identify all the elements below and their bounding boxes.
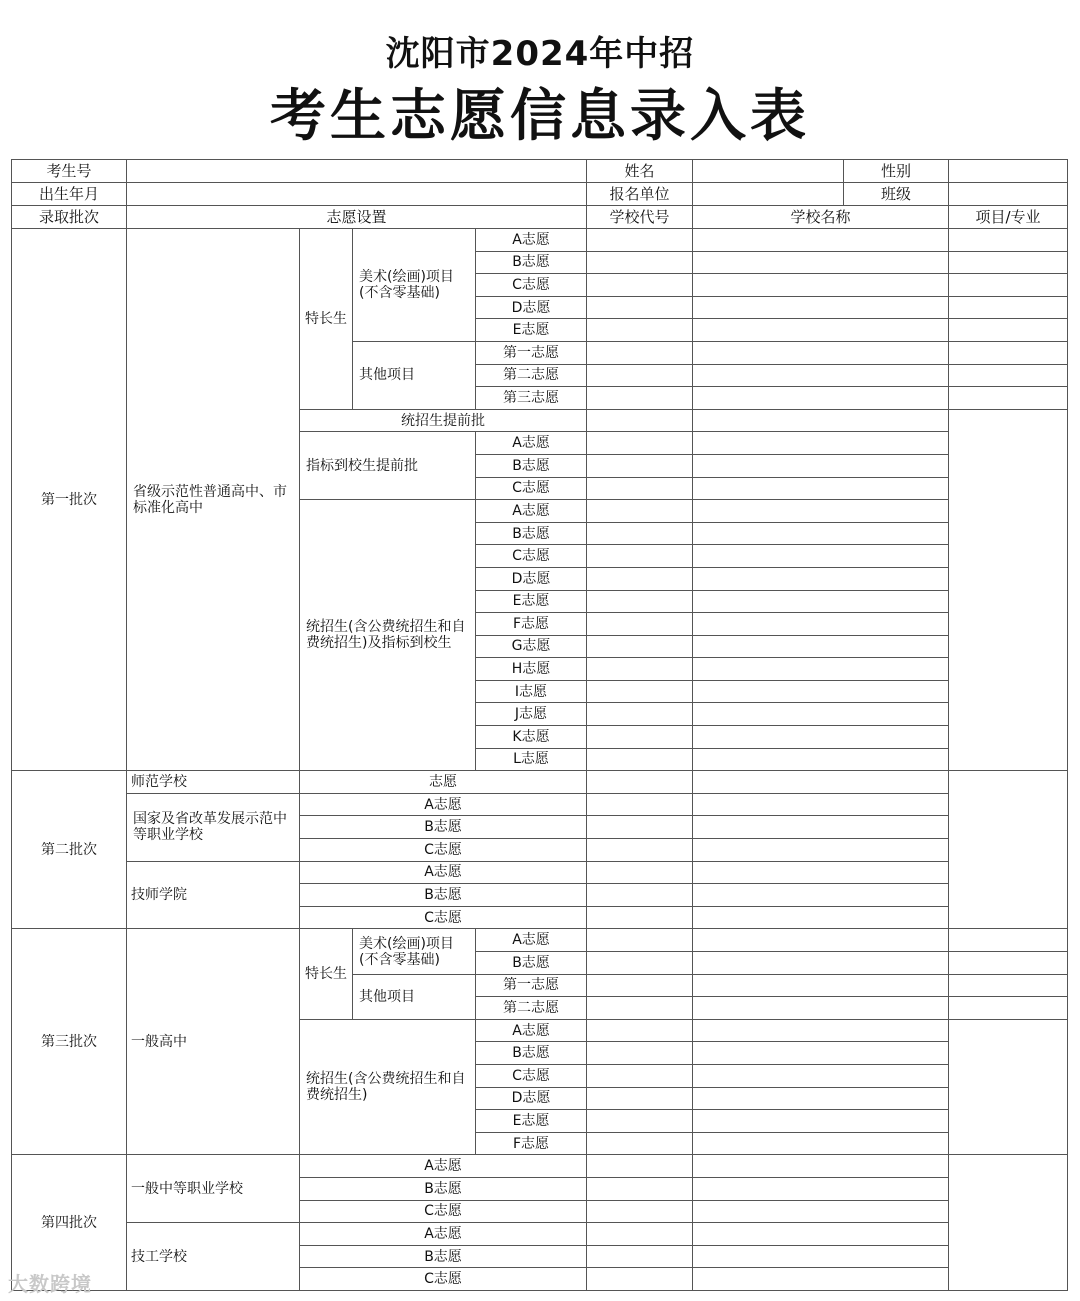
table-row: [12, 1155, 1068, 1178]
school-name-input[interactable]: [693, 1110, 949, 1133]
choice-label: C志愿: [476, 477, 587, 500]
school-name-input[interactable]: [693, 1200, 949, 1223]
school-code-input[interactable]: [587, 748, 693, 771]
choice-label: A志愿: [300, 1155, 587, 1178]
application-form-table: [11, 159, 1068, 1291]
school-code-input[interactable]: [587, 364, 693, 387]
form-body: [12, 229, 1068, 1291]
school-name-input[interactable]: [693, 997, 949, 1020]
choice-label: E志愿: [476, 590, 587, 613]
choice-label: 第一志愿: [476, 341, 587, 364]
title-line-1: 沈阳市2024年中招: [385, 34, 695, 74]
school-name-input[interactable]: [693, 974, 949, 997]
school-name-input[interactable]: [693, 1042, 949, 1065]
school-code-input[interactable]: [587, 726, 693, 749]
choice-label: L志愿: [476, 748, 587, 771]
settings-header: 志愿设置: [127, 206, 587, 229]
project-input[interactable]: [949, 251, 1068, 274]
school-name-input[interactable]: [693, 1087, 949, 1110]
batch-1-type: 省级示范性普通高中、市标准化高中: [127, 229, 300, 771]
batch-1-label: 第一批次: [12, 229, 127, 771]
school-name-input[interactable]: [693, 613, 949, 636]
choice-label: A志愿: [300, 861, 587, 884]
project-input[interactable]: [949, 929, 1068, 952]
project-input[interactable]: [949, 997, 1068, 1020]
school-code-input[interactable]: [587, 929, 693, 952]
project-input[interactable]: [949, 974, 1068, 997]
project-blank: [949, 771, 1068, 929]
project-input[interactable]: [949, 296, 1068, 319]
school-code-input[interactable]: [587, 1245, 693, 1268]
table-row: [12, 861, 1068, 884]
school-name-input[interactable]: [693, 884, 949, 907]
school-name-input[interactable]: [693, 771, 949, 794]
batch-2-normal-school: 师范学校: [127, 771, 300, 794]
school-code-input[interactable]: [587, 771, 693, 794]
school-name-input[interactable]: [693, 929, 949, 952]
table-row: [12, 229, 1068, 252]
choice-label: J志愿: [476, 703, 587, 726]
project-input[interactable]: [949, 229, 1068, 252]
school-name-input[interactable]: [693, 1268, 949, 1291]
choice-label: 第一志愿: [476, 974, 587, 997]
school-code-input[interactable]: [587, 567, 693, 590]
school-name-input[interactable]: [693, 1223, 949, 1246]
batch-2-technician: 技师学院: [127, 861, 300, 929]
reg-unit-field[interactable]: [693, 183, 844, 206]
school-name-input[interactable]: [693, 545, 949, 568]
school-name-input[interactable]: [693, 1155, 949, 1178]
choice-label: C志愿: [476, 545, 587, 568]
school-name-input[interactable]: [693, 229, 949, 252]
school-code-input[interactable]: [587, 1223, 693, 1246]
choice-label: C志愿: [300, 1268, 587, 1291]
choice-label: C志愿: [476, 274, 587, 297]
school-name-input[interactable]: [693, 635, 949, 658]
choice-label: 第三志愿: [476, 387, 587, 410]
school-name-header: 学校名称: [693, 206, 949, 229]
batch-3-general-label: 统招生(含公费统招生和自费统招生): [300, 1019, 476, 1155]
school-code-input[interactable]: [587, 1042, 693, 1065]
project-input[interactable]: [949, 952, 1068, 975]
school-name-input[interactable]: [693, 816, 949, 839]
school-code-input[interactable]: [587, 839, 693, 862]
batch-2-label: 第二批次: [12, 771, 127, 929]
school-code-input[interactable]: [587, 296, 693, 319]
project-header: 项目/专业: [949, 206, 1068, 229]
name-label: 姓名: [587, 160, 693, 183]
school-code-input[interactable]: [587, 613, 693, 636]
choice-label: B志愿: [300, 816, 587, 839]
school-code-input[interactable]: [587, 1110, 693, 1133]
school-code-input[interactable]: [587, 635, 693, 658]
choice-label: C志愿: [300, 1200, 587, 1223]
reg-unit-label: 报名单位: [587, 183, 693, 206]
choice-label: B志愿: [476, 522, 587, 545]
choice-label: C志愿: [300, 839, 587, 862]
school-name-input[interactable]: [693, 861, 949, 884]
school-name-input[interactable]: [693, 274, 949, 297]
choice-label: C志愿: [300, 906, 587, 929]
choice-label: B志愿: [476, 1042, 587, 1065]
exam-no-field[interactable]: [127, 160, 587, 183]
school-name-input[interactable]: [693, 793, 949, 816]
choice-label: A志愿: [300, 1223, 587, 1246]
school-code-input[interactable]: [587, 680, 693, 703]
school-code-input[interactable]: [587, 1268, 693, 1291]
school-name-input[interactable]: [693, 319, 949, 342]
choice-label: B志愿: [300, 1177, 587, 1200]
school-name-input[interactable]: [693, 726, 949, 749]
school-name-input[interactable]: [693, 251, 949, 274]
school-name-input[interactable]: [693, 409, 949, 432]
gender-field[interactable]: [949, 160, 1068, 183]
batch-1-early-label: 统招生提前批: [300, 409, 587, 432]
batch-3-type: 一般高中: [127, 929, 300, 1155]
choice-label: D志愿: [476, 296, 587, 319]
birth-label: 出生年月: [12, 183, 127, 206]
school-name-input[interactable]: [693, 1064, 949, 1087]
school-code-input[interactable]: [587, 319, 693, 342]
choice-label: A志愿: [476, 500, 587, 523]
gender-label: 性别: [844, 160, 949, 183]
school-code-input[interactable]: [587, 1177, 693, 1200]
choice-label: A志愿: [300, 793, 587, 816]
school-code-header: 学校代号: [587, 206, 693, 229]
choice-label: K志愿: [476, 726, 587, 749]
choice-label: B志愿: [476, 454, 587, 477]
school-name-input[interactable]: [693, 748, 949, 771]
watermark: 大数跨境: [8, 1272, 92, 1296]
project-blank: [949, 1155, 1068, 1291]
choice-label: E志愿: [476, 319, 587, 342]
choice-label: D志愿: [476, 567, 587, 590]
choice-label: A志愿: [476, 929, 587, 952]
school-code-input[interactable]: [587, 341, 693, 364]
school-code-input[interactable]: [587, 454, 693, 477]
choice-label: E志愿: [476, 1110, 587, 1133]
choice-label: F志愿: [476, 613, 587, 636]
exam-no-label: 考生号: [12, 160, 127, 183]
school-code-input[interactable]: [587, 658, 693, 681]
school-code-input[interactable]: [587, 703, 693, 726]
table-row: [12, 929, 1068, 952]
project-input[interactable]: [949, 274, 1068, 297]
school-name-input[interactable]: [693, 522, 949, 545]
school-code-input[interactable]: [587, 229, 693, 252]
choice-label: C志愿: [476, 1064, 587, 1087]
project-input[interactable]: [949, 364, 1068, 387]
batch-2-vocational: 国家及省改革发展示范中等职业学校: [127, 793, 300, 861]
school-name-input[interactable]: [693, 432, 949, 455]
school-code-input[interactable]: [587, 590, 693, 613]
choice-label: F志愿: [476, 1132, 587, 1155]
batch-3-special-label: 特长生: [300, 929, 353, 1019]
choice-label: B志愿: [476, 952, 587, 975]
batch-1-quota-early-label: 指标到校生提前批: [300, 432, 476, 500]
school-code-input[interactable]: [587, 816, 693, 839]
batch-4-label: 第四批次: [12, 1155, 127, 1291]
project-blank: [949, 1019, 1068, 1155]
choice-label: 志愿: [300, 771, 587, 794]
school-name-input[interactable]: [693, 703, 949, 726]
school-name-input[interactable]: [693, 296, 949, 319]
school-code-input[interactable]: [587, 500, 693, 523]
school-name-input[interactable]: [693, 658, 949, 681]
school-name-input[interactable]: [693, 1177, 949, 1200]
school-code-input[interactable]: [587, 1155, 693, 1178]
choice-label: A志愿: [476, 432, 587, 455]
school-name-input[interactable]: [693, 590, 949, 613]
school-code-input[interactable]: [587, 545, 693, 568]
school-code-input[interactable]: [587, 522, 693, 545]
school-name-input[interactable]: [693, 567, 949, 590]
batch-header: 录取批次: [12, 206, 127, 229]
school-name-input[interactable]: [693, 364, 949, 387]
batch-1-art-label: 美术(绘画)项目(不含零基础): [353, 229, 476, 342]
school-name-input[interactable]: [693, 1245, 949, 1268]
school-code-input[interactable]: [587, 1064, 693, 1087]
school-code-input[interactable]: [587, 793, 693, 816]
batch-1-other-label: 其他项目: [353, 341, 476, 409]
batch-3-art-label: 美术(绘画)项目(不含零基础): [353, 929, 476, 974]
choice-label: A志愿: [476, 229, 587, 252]
school-code-input[interactable]: [587, 1019, 693, 1042]
school-name-input[interactable]: [693, 1019, 949, 1042]
class-label: 班级: [844, 183, 949, 206]
choice-label: B志愿: [476, 251, 587, 274]
class-field[interactable]: [949, 183, 1068, 206]
choice-label: B志愿: [300, 1245, 587, 1268]
birth-field[interactable]: [127, 183, 587, 206]
batch-1-general-label: 统招生(含公费统招生和自费统招生)及指标到校生: [300, 500, 476, 771]
school-code-input[interactable]: [587, 387, 693, 410]
project-input[interactable]: [949, 319, 1068, 342]
school-code-input[interactable]: [587, 409, 693, 432]
project-input[interactable]: [949, 387, 1068, 410]
school-code-input[interactable]: [587, 1087, 693, 1110]
choice-label: H志愿: [476, 658, 587, 681]
school-name-input[interactable]: [693, 387, 949, 410]
school-code-input[interactable]: [587, 477, 693, 500]
batch-4-vocational: 一般中等职业学校: [127, 1155, 300, 1223]
project-input[interactable]: [949, 341, 1068, 364]
batch-4-technical: 技工学校: [127, 1223, 300, 1291]
table-row: [12, 1223, 1068, 1246]
school-code-input[interactable]: [587, 274, 693, 297]
table-row: [12, 771, 1068, 794]
choice-label: I志愿: [476, 680, 587, 703]
school-code-input[interactable]: [587, 1132, 693, 1155]
choice-label: D志愿: [476, 1087, 587, 1110]
school-code-input[interactable]: [587, 906, 693, 929]
school-name-input[interactable]: [693, 680, 949, 703]
project-blank: [949, 409, 1068, 771]
school-name-input[interactable]: [693, 454, 949, 477]
school-code-input[interactable]: [587, 884, 693, 907]
title-line-2: 考生志愿信息录入表: [270, 84, 810, 149]
school-name-input[interactable]: [693, 500, 949, 523]
school-name-input[interactable]: [693, 1132, 949, 1155]
school-code-input[interactable]: [587, 997, 693, 1020]
choice-label: B志愿: [300, 884, 587, 907]
school-name-input[interactable]: [693, 839, 949, 862]
school-code-input[interactable]: [587, 952, 693, 975]
school-name-input[interactable]: [693, 341, 949, 364]
choice-label: G志愿: [476, 635, 587, 658]
school-name-input[interactable]: [693, 477, 949, 500]
school-code-input[interactable]: [587, 1200, 693, 1223]
school-code-input[interactable]: [587, 861, 693, 884]
school-name-input[interactable]: [693, 952, 949, 975]
choice-label: 第二志愿: [476, 997, 587, 1020]
school-code-input[interactable]: [587, 974, 693, 997]
batch-3-other-label: 其他项目: [353, 974, 476, 1019]
school-code-input[interactable]: [587, 251, 693, 274]
batch-3-label: 第三批次: [12, 929, 127, 1155]
name-field[interactable]: [693, 160, 844, 183]
batch-1-special-label: 特长生: [300, 229, 353, 410]
school-code-input[interactable]: [587, 432, 693, 455]
table-row: [12, 793, 1068, 816]
choice-label: A志愿: [476, 1019, 587, 1042]
choice-label: 第二志愿: [476, 364, 587, 387]
school-name-input[interactable]: [693, 906, 949, 929]
